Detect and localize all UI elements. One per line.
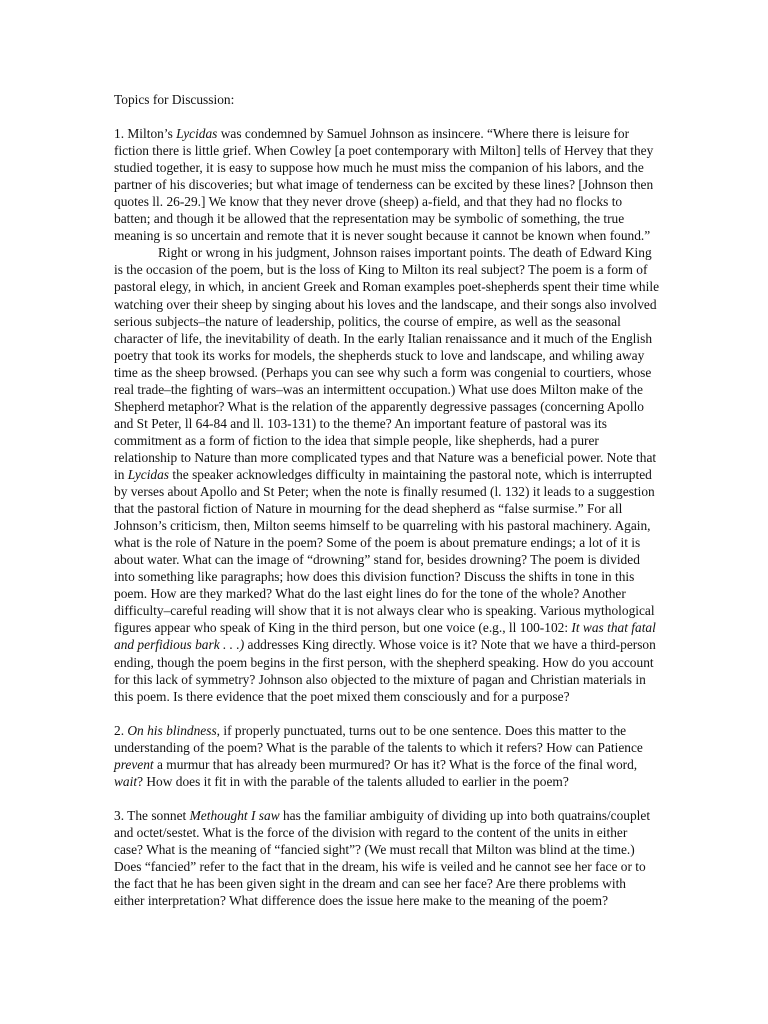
text-run: 3. The sonnet xyxy=(114,807,190,823)
topic-3 xyxy=(114,807,659,909)
text-run: a murmur that has already been murmured? Or has it? What is the force of the final word, xyxy=(153,756,638,772)
text-run: has the familiar ambiguity of dividing up into both quatrains/couplet and octet/sestet. What is the force of the division with regard to the content of the units in either case? What is the meaning of “fancied sight”? (We must recall that Milton was blind at the time.) Does “fancied” refer to the fact that in the dream, his wife is veiled and he cannot see her face or to the fact that he has been given sight in the dream and can see her face? Are there problems with either interpretation? What difference does the issue here make to the meaning of the poem? xyxy=(114,807,651,909)
text-run: the speaker acknowledges difficulty in maintaining the pastoral note, which is interrupted by verses about Apollo and St Peter; when the note is finally resumed (l. 132) it leads to a suggestion that the pastoral fiction of Nature in mourning for the dead shepherd as “false surmise.” For all Johnson’s criticism, then, Milton seems himself to be quarreling with his pastoral machinery. Again, what is the role of Nature in the poem? Some of the poem is about premature endings; a lot of it is about water. What can the image of “drowning” stand for, besides drowning? The poem is divided into something like paragraphs; how does this division function? Discuss the shifts in tone in this poem. How are they marked? What do the last eight lines do for the tone of the whole? Another difficulty–careful reading will show that it is not always clear who is speaking. Various mythological figures appear who speak of King in the third person, but one voice (e.g., ll 100-102: xyxy=(114,466,655,636)
topic-1-paragraph-2 xyxy=(114,244,659,704)
text-run: , if properly punctuated, turns out to be one sentence. Does this matter to the understanding of the poem? What is the parable of the talents to which it refers? How can Patience xyxy=(114,722,643,755)
text-run: was condemned by Samuel Johnson as insincere. “Where there is leisure for fiction there is little grief. When Cowley [a poet contemporary with Milton] tells of Hervey that they studied together, it is easy to suppose how much he must miss the companion of his labors, and the partner of his discoveries; but what image of tenderness can be excited by these lines? [Johnson then quotes ll. 26-29.] We know that they never drove (sheep) a-field, and that they had no flocks to batten; and though it be allowed that the representation may be symbolic of something, the true meaning is so uncertain and remote that it is never sought because it cannot be known when found.” xyxy=(114,126,654,244)
page-heading: Topics for Discussion: xyxy=(114,92,235,107)
emphasized-word: wait xyxy=(114,773,138,789)
poem-quote: It was that fatal and perfidious bark . . .) xyxy=(114,620,656,653)
document-body xyxy=(114,91,659,926)
topic-1-paragraph-1 xyxy=(114,125,659,244)
text-run: Right or wrong in his judgment, Johnson raises important points. The death of Edward King is the occasion of the poem, but is the loss of King to Milton its real subject? The poem is a form of pastoral elegy, in which, in ancient Greek and Roman examples poet-shepherds spent their time while watching over their sheep by singing about his loves and the landscape, and their songs also involved serious subjects–the nature of leadership, politics, the course of empire, as well as the seasonal character of life, the inevitability of death. In the early Italian renaissance and it much of the English poetry that took its works for models, the shepherds stuck to love and landscape, and whiling away time as the sheep browsed. (Perhaps you can see why such a form was congenial to courtiers, whose real trade–the fighting of wars–was an intermittent occupation.) What use does Milton make of the Shepherd metaphor? What is the relation of the apparently degressive passages (concerning Apollo and St Peter, ll 64-84 and ll. 103-131) to the theme? An important feature of pastoral was its commitment as a form of fiction to the idea that simple people, like shepherds, had a purer relationship to Nature than more complicated types and that Nature was a beneficial power. Note that in xyxy=(114,245,660,482)
poem-title: Lycidas xyxy=(127,466,170,482)
poem-title: Lycidas xyxy=(176,126,218,142)
text-run: 1. Milton’s xyxy=(114,126,177,142)
topic-1 xyxy=(114,125,659,705)
text-run: 2. xyxy=(114,722,128,738)
poem-title: On his blindness xyxy=(127,722,217,738)
text-run: ? How does it fit in with the parable of the talents alluded to earlier in the poem? xyxy=(137,773,569,789)
text-run: addresses King directly. Whose voice is it? Note that we have a third-person ending, though the poem begins in the first person, with the shepherd speaking. How do you account for this lack of symmetry? Johnson also objected to the mixture of pagan and Christian materials in this poem. Is there evidence that the poet mixed them consciously and for a purpose? xyxy=(114,637,656,704)
poem-title: Methought I saw xyxy=(189,807,280,823)
emphasized-word: prevent xyxy=(114,756,154,772)
topic-2 xyxy=(114,722,659,790)
